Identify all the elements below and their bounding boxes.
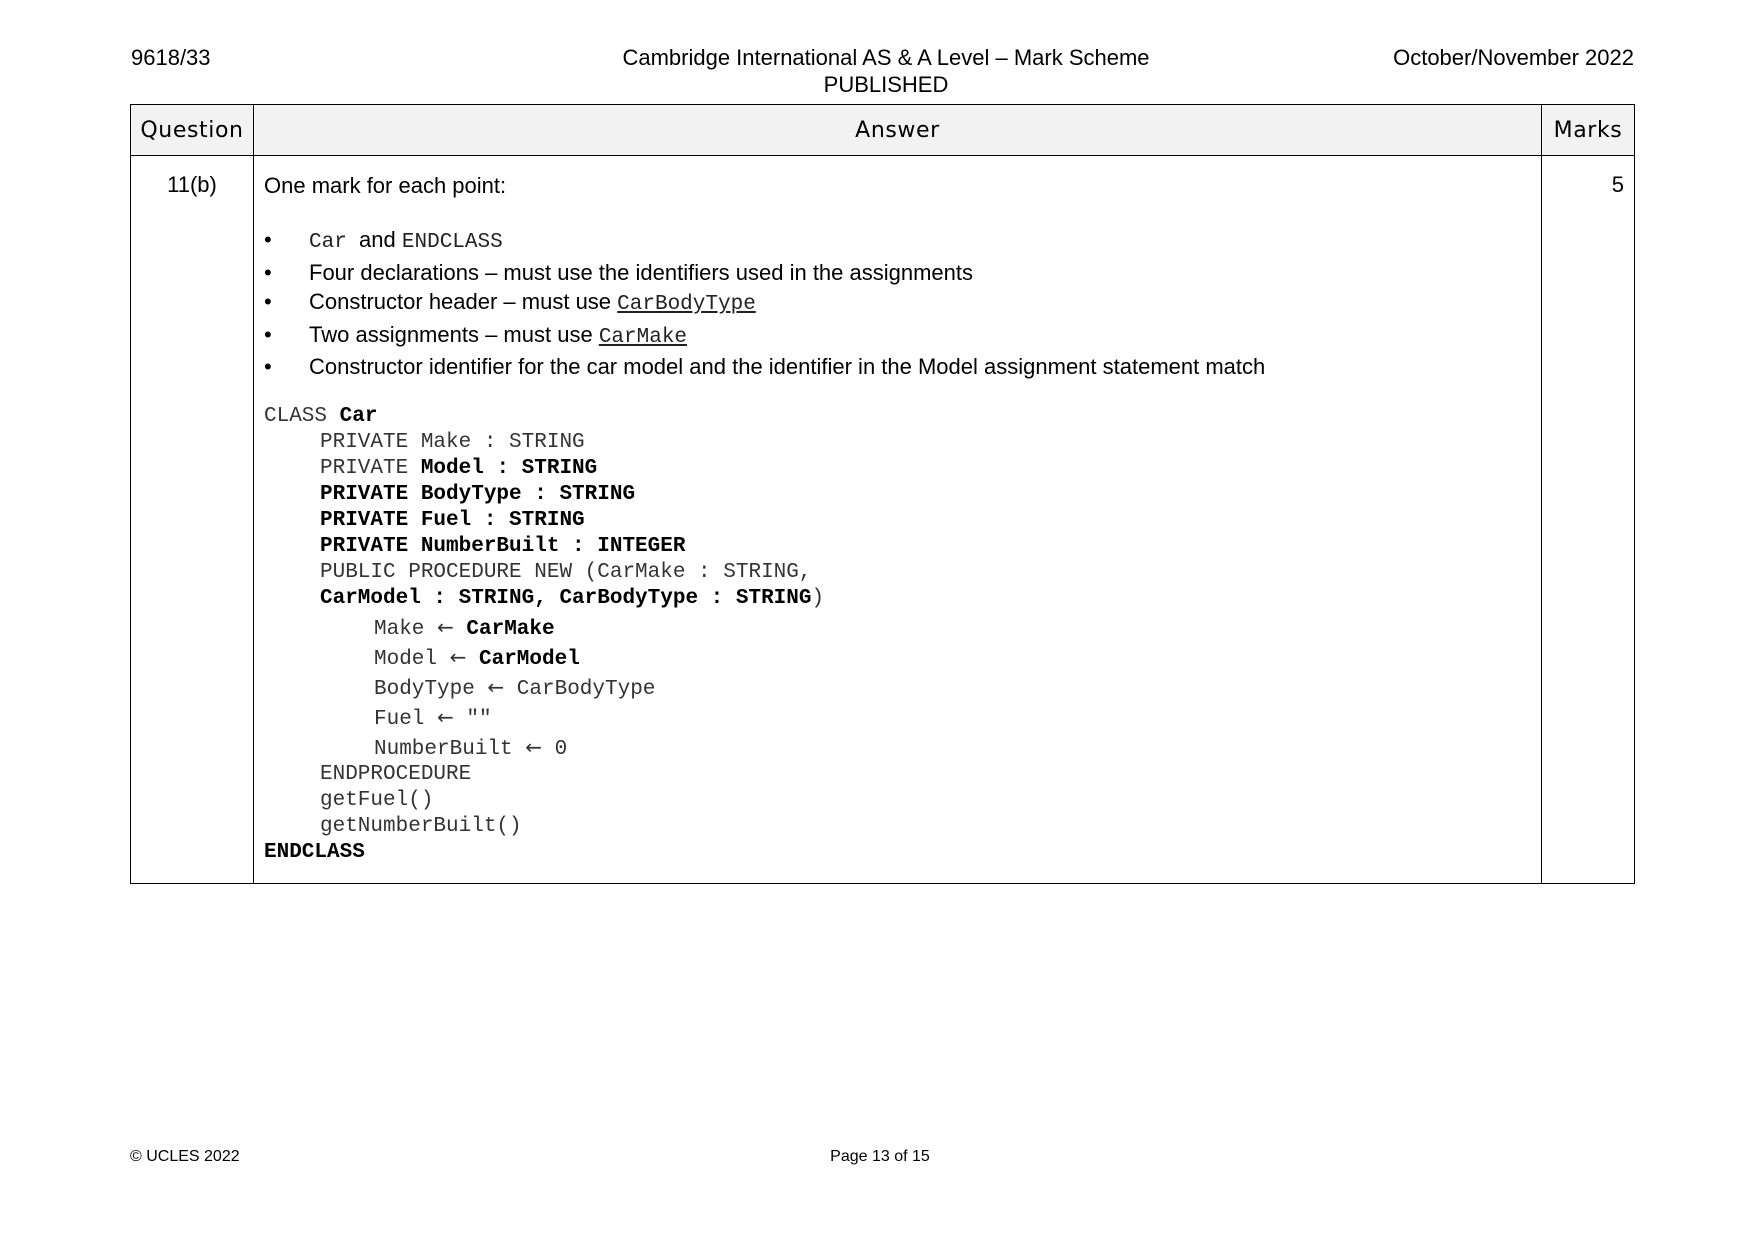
- code-bold: ENDCLASS: [264, 840, 365, 864]
- marking-point-4: [264, 320, 1531, 353]
- code-line: [264, 612, 1531, 642]
- code-text: CarBodyType: [504, 677, 656, 701]
- code-carmake: CarMake: [598, 325, 688, 349]
- code-text: Model: [374, 647, 450, 671]
- code-text: ): [811, 586, 825, 610]
- code-bold: CarModel : STRING, CarBodyType : STRING: [320, 586, 812, 610]
- table-row: [131, 156, 1635, 884]
- assignment-arrow: ←: [437, 614, 454, 639]
- code-text: getNumberBuilt(): [320, 814, 522, 838]
- pseudocode-block: [264, 404, 1531, 866]
- point-text: Constructor header – must use: [309, 289, 612, 314]
- point-text: Two assignments – must use: [309, 321, 593, 347]
- point-text: Constructor identifier for the car model and the identifier in the Model assignment statement match: [309, 354, 1266, 379]
- title-line-2: PUBLISHED: [823, 72, 949, 97]
- assignment-arrow: ←: [525, 734, 542, 759]
- code-text: PRIVATE: [320, 456, 421, 480]
- code-text: Fuel: [374, 707, 438, 731]
- marking-points: [264, 225, 1531, 382]
- code-bold: Model : STRING: [420, 456, 598, 480]
- code-text: CLASS: [264, 404, 340, 428]
- code-text: ENDPROCEDURE: [320, 762, 472, 786]
- code-car: Car: [309, 231, 347, 254]
- answer-intro: One mark for each point:: [264, 173, 507, 198]
- code-line: [264, 534, 1531, 560]
- question-number: 11(b): [131, 156, 254, 884]
- code-text: PUBLIC PROCEDURE NEW (CarMake : STRING,: [320, 560, 812, 584]
- copyright-notice: © UCLES 2022: [130, 1148, 240, 1165]
- page-number: Page 13 of 15: [830, 1148, 930, 1165]
- code-bold: Car: [339, 404, 378, 428]
- exam-session: October/November 2022: [1393, 45, 1634, 70]
- code-line: [264, 430, 1531, 456]
- code-line: [264, 642, 1531, 672]
- code-line: [264, 788, 1531, 814]
- code-line: [264, 560, 1531, 586]
- code-line: [264, 456, 1531, 482]
- code-text: BodyType: [374, 677, 488, 701]
- code-bold: CarModel: [479, 647, 580, 671]
- code-line: [264, 702, 1531, 732]
- point-text: Four declarations – must use the identifiers used in the assignments: [309, 259, 974, 285]
- marks-column-header: Marks: [1542, 105, 1635, 156]
- code-line: [264, 732, 1531, 762]
- marking-point-2: [264, 258, 1531, 288]
- assignment-arrow: ←: [487, 674, 505, 699]
- code-line: [264, 840, 1531, 866]
- code-line: [264, 672, 1531, 702]
- code-text: PRIVATE Make : STRING: [320, 430, 585, 454]
- code-line: [264, 762, 1531, 788]
- code-text: NumberBuilt: [374, 737, 526, 761]
- code-line: [264, 482, 1531, 508]
- marking-point-3: [264, 287, 1531, 320]
- code-endclass: ENDCLASS: [401, 231, 503, 254]
- code-text: Make: [374, 617, 438, 641]
- assignment-arrow: ←: [449, 644, 467, 669]
- question-column-header: Question: [131, 105, 254, 156]
- code-text: getFuel(): [320, 788, 434, 812]
- code-bold: PRIVATE Fuel : STRING: [320, 508, 585, 532]
- code-text: 0: [542, 737, 568, 761]
- mark-scheme-table: [130, 104, 1635, 884]
- code-bold: PRIVATE BodyType : STRING: [320, 482, 636, 506]
- marks-value: 5: [1542, 156, 1635, 884]
- title-line-1: Cambridge International AS & A Level – Mark Scheme: [622, 45, 1150, 70]
- code-bold: PRIVATE NumberBuilt : INTEGER: [320, 534, 686, 558]
- paper-code: 9618/33: [131, 45, 211, 70]
- answer-cell: [254, 156, 1542, 884]
- code-line: [264, 586, 1531, 612]
- code-carbodytype: CarBodyType: [617, 293, 756, 316]
- code-bold: CarMake: [466, 617, 555, 641]
- assignment-arrow: ←: [437, 704, 454, 729]
- answer-column-header: Answer: [254, 105, 1542, 156]
- code-line: [264, 508, 1531, 534]
- code-text: "": [453, 707, 492, 731]
- code-line: [264, 404, 1531, 430]
- table-header-row: [131, 105, 1635, 156]
- code-line: [264, 814, 1531, 840]
- point-text: and: [359, 227, 396, 252]
- marking-point-1: [264, 225, 1531, 258]
- marking-point-5: [264, 352, 1531, 382]
